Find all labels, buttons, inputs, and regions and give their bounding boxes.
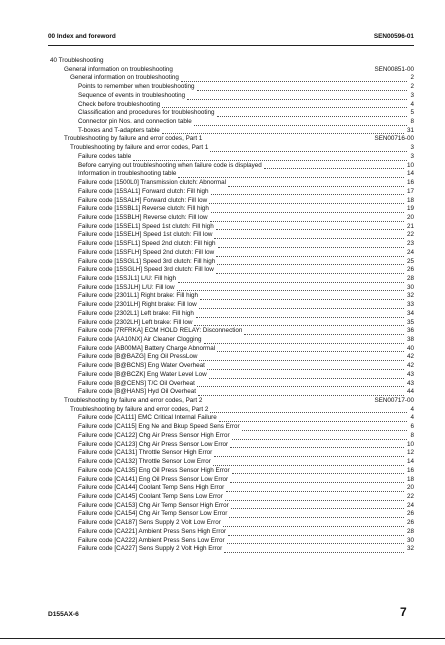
toc-entry[interactable] [48, 397, 414, 406]
toc-entry-title: Connector pin Nos. and connection table [78, 118, 192, 126]
dot-leader [194, 125, 407, 126]
toc-entry-page: 30 [406, 283, 414, 291]
toc-entry-page: 43 [406, 370, 414, 378]
toc-entry-title: Failure code [15SFLH] Speed 2nd clutch: Fill low [78, 248, 215, 256]
page-header [48, 33, 414, 45]
toc-entry-page: 24 [406, 248, 414, 256]
toc-entry[interactable] [48, 153, 414, 162]
toc-entry-page: 42 [406, 353, 414, 361]
toc-entry-title: Failure code [CA111] EMC Critical Internal Failure [78, 414, 217, 422]
toc-entry-title: Failure code [15SGLH] Speed 3rd clutch: Fill low [78, 266, 214, 274]
toc-entry-title: Failure code [1500L0] Transmission clutch: Abnormal [78, 179, 227, 187]
toc-entry-title: Failure code [15SELH] Speed 1st clutch: Fill low [78, 231, 213, 239]
toc-entry-title: Failure code [B@HANS] Hyd Oil Overheat [78, 388, 197, 396]
toc-entry-page: 22 [406, 492, 414, 500]
dot-leader [227, 543, 404, 544]
dot-leader [178, 282, 404, 283]
dot-leader [225, 500, 404, 501]
toc-entry-page: 28 [406, 527, 414, 535]
toc-entry[interactable] [48, 406, 414, 415]
toc-entry-title: Failure code [15SJLH] L/U: Fill low [78, 283, 175, 291]
toc-entry-page: 21 [406, 222, 414, 230]
toc-entry-page: 2 [410, 74, 414, 82]
dot-leader [178, 177, 404, 178]
toc-entry-title: Failure code [B@BAZG] Eng Oil PressLow [78, 353, 198, 361]
dot-leader [210, 412, 407, 413]
toc-entry[interactable] [48, 83, 414, 92]
toc-entry[interactable] [48, 484, 414, 493]
dot-leader [177, 290, 404, 291]
header-divider [48, 45, 414, 46]
toc-entry-title: Failure code [B@CENS] T/C Oil Overheat [78, 379, 195, 387]
toc-entry-page: 2 [410, 83, 414, 91]
toc-entry[interactable] [48, 432, 414, 441]
toc-entry-page: 10 [406, 161, 414, 169]
toc-entry-title: Failure code [CA154] Chg Air Temp Sensor Low Error [78, 510, 228, 518]
dot-leader [213, 465, 404, 466]
toc-entry-title: Failure code [15SBL1] Reverse clutch: Fill high [78, 205, 209, 213]
toc-entry-title: General information on troubleshooting [70, 74, 179, 82]
dot-leader [216, 273, 404, 274]
dot-leader [264, 168, 404, 169]
toc-entry-title: Failure code [15SAL1] Forward clutch: Fill high [78, 187, 209, 195]
toc-entry-title: Failure code [CA222] Ambient Press Sens Low Error [78, 536, 225, 544]
toc-entry-page: 14 [406, 458, 414, 466]
dot-leader [216, 256, 404, 257]
dot-leader [219, 421, 407, 422]
toc-entry-title: Failure code [2302L1] Left brake: Fill high [78, 309, 194, 317]
toc-entry-page: 17 [406, 187, 414, 195]
toc-entry-title: Failure code [15SJL1] L/U: Fill high [78, 274, 177, 282]
toc-entry-title: Failure code [CA227] Sens Supply 2 Volt High Error [78, 545, 223, 553]
toc-entry[interactable] [48, 467, 414, 476]
toc-entry[interactable] [48, 188, 414, 197]
toc-entry-page: 43 [406, 379, 414, 387]
toc-entry-title: Failure code [2301LH] Right brake: Fill low [78, 301, 197, 309]
footer-model: D155AX-6 [48, 611, 79, 618]
toc-entry-page: 16 [406, 466, 414, 474]
toc-entry[interactable] [48, 197, 414, 206]
toc-entry[interactable] [48, 240, 414, 249]
toc-entry-title: Troubleshooting by failure and error codes, Part 1 [70, 144, 209, 152]
toc-entry-title: Failure code [15SGL1] Speed 3rd clutch: Fill high [78, 257, 216, 265]
toc-entry-title: Failure code [15SFL1] Speed 2nd clutch: Fill high [78, 240, 216, 248]
toc-entry[interactable] [48, 345, 414, 354]
toc-entry-page: 19 [406, 205, 414, 213]
toc-entry-title: Failure code [CA132] Throttle Sensor Low Error [78, 458, 211, 466]
dot-leader [217, 116, 407, 117]
toc-entry-page: 18 [406, 475, 414, 483]
toc-entry[interactable] [48, 231, 414, 240]
toc-entry[interactable] [48, 135, 414, 144]
toc-entry-title: Troubleshooting by failure and error codes, Part 2 [64, 397, 203, 405]
toc-entry-title: Failure code [7RFRKA] ECM HOLD RELAY: Disconnection [78, 327, 243, 335]
dot-leader [199, 308, 404, 309]
toc-entry-title: Classification and procedures for troubleshooting [78, 109, 215, 117]
toc-entry-title: Failure code [CA153] Chg Air Temp Sensor High Error [78, 501, 229, 509]
dot-leader [216, 229, 404, 230]
toc-entry-title: Failure code [CA135] Eng Oil Press Sensor High Error [78, 466, 230, 474]
dot-leader [231, 508, 404, 509]
dot-leader [200, 299, 404, 300]
toc-entry-title: 40 Troubleshooting [50, 57, 104, 64]
toc-entry[interactable] [48, 214, 414, 223]
toc-entry-title: Troubleshooting by failure and error codes, Part 2 [70, 405, 209, 413]
toc-entry[interactable] [48, 127, 414, 136]
toc-entry[interactable] [48, 266, 414, 275]
dot-leader [226, 491, 404, 492]
toc-entry-title: Failure code [CA131] Throttle Sensor High Error [78, 449, 213, 457]
toc-entry-page: 4 [410, 414, 414, 422]
dot-leader [194, 325, 404, 326]
toc-entry-title: Failure code [15SALH] Forward clutch: Fill low [78, 196, 208, 204]
toc-entry-page: 3 [410, 144, 414, 152]
dot-leader [228, 186, 404, 187]
toc-entry-title: Failure code [B@BCZK] Eng Water Level Low [78, 370, 207, 378]
toc-entry[interactable] [48, 275, 414, 284]
toc-entry-title: Information in troubleshooting table [78, 170, 177, 178]
dot-leader [244, 334, 404, 335]
table-of-contents [48, 57, 414, 554]
toc-entry-page: 32 [406, 545, 414, 553]
toc-entry-doc-code: SEN00717-00 [374, 397, 414, 405]
toc-entry-title: Failure code [15SEL1] Speed 1st clutch: Fill high [78, 222, 214, 230]
toc-entry-title: Troubleshooting by failure and error codes, Part 1 [64, 135, 203, 143]
dot-leader [197, 90, 407, 91]
toc-entry-doc-code: SEN00851-00 [374, 65, 414, 73]
toc-entry-page: 28 [406, 274, 414, 282]
toc-entry[interactable] [48, 537, 414, 546]
toc-entry-page: 8 [410, 431, 414, 439]
toc-entry-page: 10 [406, 440, 414, 448]
dot-leader [211, 212, 404, 213]
toc-entry-title: Failure code [CA115] Eng Ne and Bkup Speed Sens Error [78, 423, 240, 431]
dot-leader [199, 360, 404, 361]
toc-entry-title: Failure code [2301L1] Right brake: Fill high [78, 292, 199, 300]
toc-entry-title: Failure code [CA221] Ambient Press Sens High Error [78, 527, 227, 535]
dot-leader [217, 351, 404, 352]
toc-entry[interactable] [48, 57, 414, 66]
dot-leader [230, 482, 404, 483]
dot-leader [133, 160, 407, 161]
header-section-title: 00 Index and foreword [48, 33, 116, 40]
toc-entry[interactable] [48, 319, 414, 328]
toc-entry[interactable] [48, 292, 414, 301]
toc-entry[interactable] [48, 205, 414, 214]
dot-leader [229, 517, 404, 518]
header-doc-code: SEN00596-01 [373, 33, 414, 40]
toc-entry-page: 20 [406, 484, 414, 492]
dot-leader [224, 552, 404, 553]
dot-leader [210, 221, 404, 222]
toc-entry-title: Failure code [CA122] Chg Air Press Sensor High Error [78, 431, 230, 439]
toc-entry-page: 18 [406, 196, 414, 204]
toc-entry-page: 5 [410, 109, 414, 117]
toc-entry-page: 33 [406, 301, 414, 309]
toc-entry-page: 35 [406, 318, 414, 326]
toc-entry-title: Check before troubleshooting [78, 100, 161, 108]
toc-entry-page: 20 [406, 213, 414, 221]
toc-entry-page: 6 [410, 423, 414, 431]
dot-leader [223, 526, 404, 527]
toc-entry-page: 36 [406, 327, 414, 335]
toc-entry[interactable] [48, 170, 414, 179]
toc-entry-page: 30 [406, 536, 414, 544]
toc-entry[interactable] [48, 118, 414, 127]
toc-entry[interactable] [48, 327, 414, 336]
toc-entry[interactable] [48, 493, 414, 502]
toc-entry[interactable] [48, 388, 414, 397]
toc-entry[interactable] [48, 144, 414, 153]
dot-leader [214, 456, 404, 457]
toc-entry[interactable] [48, 441, 414, 450]
toc-entry-page: 14 [406, 170, 414, 178]
toc-entry-title: Failure code [CA141] Eng Oil Press Sensor Low Error [78, 475, 229, 483]
toc-entry-page: 44 [406, 388, 414, 396]
toc-entry[interactable] [48, 249, 414, 258]
dot-leader [197, 386, 404, 387]
dot-leader [207, 369, 404, 370]
toc-entry-page: 4 [410, 100, 414, 108]
toc-entry[interactable] [48, 414, 414, 423]
toc-entry-page: 31 [406, 126, 414, 134]
toc-entry-title: Sequence of events in troubleshooting [78, 91, 186, 99]
toc-entry-doc-code: SEN00716-00 [374, 135, 414, 143]
toc-entry[interactable] [48, 362, 414, 371]
toc-entry[interactable] [48, 179, 414, 188]
dot-leader [228, 535, 404, 536]
toc-entry-title: Failure code [CA123] Chg Air Press Sensor Low Error [78, 440, 229, 448]
toc-entry-page: 23 [406, 240, 414, 248]
toc-entry[interactable] [48, 301, 414, 310]
toc-entry[interactable] [48, 371, 414, 380]
bottom-divider [0, 638, 445, 639]
toc-entry-title: Failure code [CA187] Sens Supply 2 Volt Low Error [78, 519, 221, 527]
toc-entry-page: 40 [406, 344, 414, 352]
dot-leader [217, 264, 404, 265]
toc-entry[interactable] [48, 353, 414, 362]
dot-leader [218, 247, 404, 248]
toc-entry-title: Failure code [AA10NX] Air Cleaner Clogging [78, 336, 202, 343]
dot-leader [209, 378, 404, 379]
dot-leader [214, 238, 404, 239]
toc-entry[interactable] [48, 109, 414, 118]
toc-entry-page: 22 [406, 231, 414, 239]
toc-entry-title: T-boxes and T-adapters table [78, 126, 160, 134]
toc-entry-title: Failure code [2302LH] Left brake: Fill low [78, 318, 193, 326]
toc-entry-page: 25 [406, 257, 414, 265]
toc-entry[interactable] [48, 66, 414, 75]
toc-entry-title: Failure code [CA144] Coolant Temp Sens High Error [78, 484, 225, 492]
toc-entry-title: Before carrying out troubleshooting when failure code is displayed [78, 161, 262, 169]
footer-page-number: 7 [400, 605, 407, 619]
dot-leader [204, 343, 404, 344]
toc-entry-page: 26 [406, 266, 414, 274]
toc-entry[interactable] [48, 258, 414, 267]
toc-entry-title: Failure codes table [78, 152, 132, 160]
toc-entry[interactable] [48, 476, 414, 485]
toc-entry[interactable] [48, 510, 414, 519]
toc-entry-title: General information on troubleshooting [64, 65, 173, 73]
toc-entry-page: 12 [406, 449, 414, 457]
toc-entry[interactable] [48, 502, 414, 511]
toc-entry[interactable] [48, 284, 414, 293]
toc-entry[interactable] [48, 458, 414, 467]
toc-entry-page: 8 [410, 118, 414, 126]
toc-entry-title: Points to remember when troubleshooting [78, 83, 195, 91]
toc-entry-title: Failure code [AB00MA] Battery Charge Abnormal [78, 344, 216, 352]
toc-entry-page: 4 [410, 405, 414, 413]
toc-entry-page: 3 [410, 152, 414, 160]
toc-entry[interactable] [48, 74, 414, 83]
toc-entry[interactable] [48, 519, 414, 528]
toc-entry-page: 38 [406, 336, 414, 343]
toc-entry[interactable] [48, 545, 414, 554]
dot-leader [187, 99, 407, 100]
dot-leader [242, 430, 407, 431]
toc-entry[interactable] [48, 162, 414, 171]
toc-entry[interactable] [48, 336, 414, 345]
dot-leader [209, 203, 404, 204]
toc-entry-page: 3 [410, 91, 414, 99]
dot-leader [198, 395, 404, 396]
toc-entry-title: Failure code [15SBLH] Reverse clutch: Fill low [78, 213, 208, 221]
toc-entry[interactable] [48, 423, 414, 432]
toc-entry[interactable] [48, 223, 414, 232]
dot-leader [210, 151, 407, 152]
dot-leader [230, 447, 404, 448]
toc-entry[interactable] [48, 449, 414, 458]
dot-leader [196, 317, 404, 318]
toc-entry-page: 26 [406, 510, 414, 518]
toc-entry-title: Failure code [B@BCNS] Eng Water Overheat [78, 362, 205, 370]
dot-leader [232, 439, 407, 440]
dot-leader [181, 81, 407, 82]
toc-entry-page: 34 [406, 309, 414, 317]
toc-entry[interactable] [48, 310, 414, 319]
toc-entry[interactable] [48, 101, 414, 110]
dot-leader [211, 194, 404, 195]
toc-entry[interactable] [48, 380, 414, 389]
toc-entry-page: 42 [406, 362, 414, 370]
toc-entry[interactable] [48, 528, 414, 537]
toc-entry-page: 26 [406, 519, 414, 527]
toc-entry-title: Failure code [CA145] Coolant Temp Sens Low Error [78, 492, 223, 500]
toc-entry-page: 16 [406, 179, 414, 187]
toc-entry-page: 32 [406, 292, 414, 300]
dot-leader [232, 473, 404, 474]
toc-entry[interactable] [48, 92, 414, 101]
toc-entry-page: 24 [406, 501, 414, 509]
dot-leader [162, 133, 404, 134]
dot-leader [162, 107, 407, 108]
